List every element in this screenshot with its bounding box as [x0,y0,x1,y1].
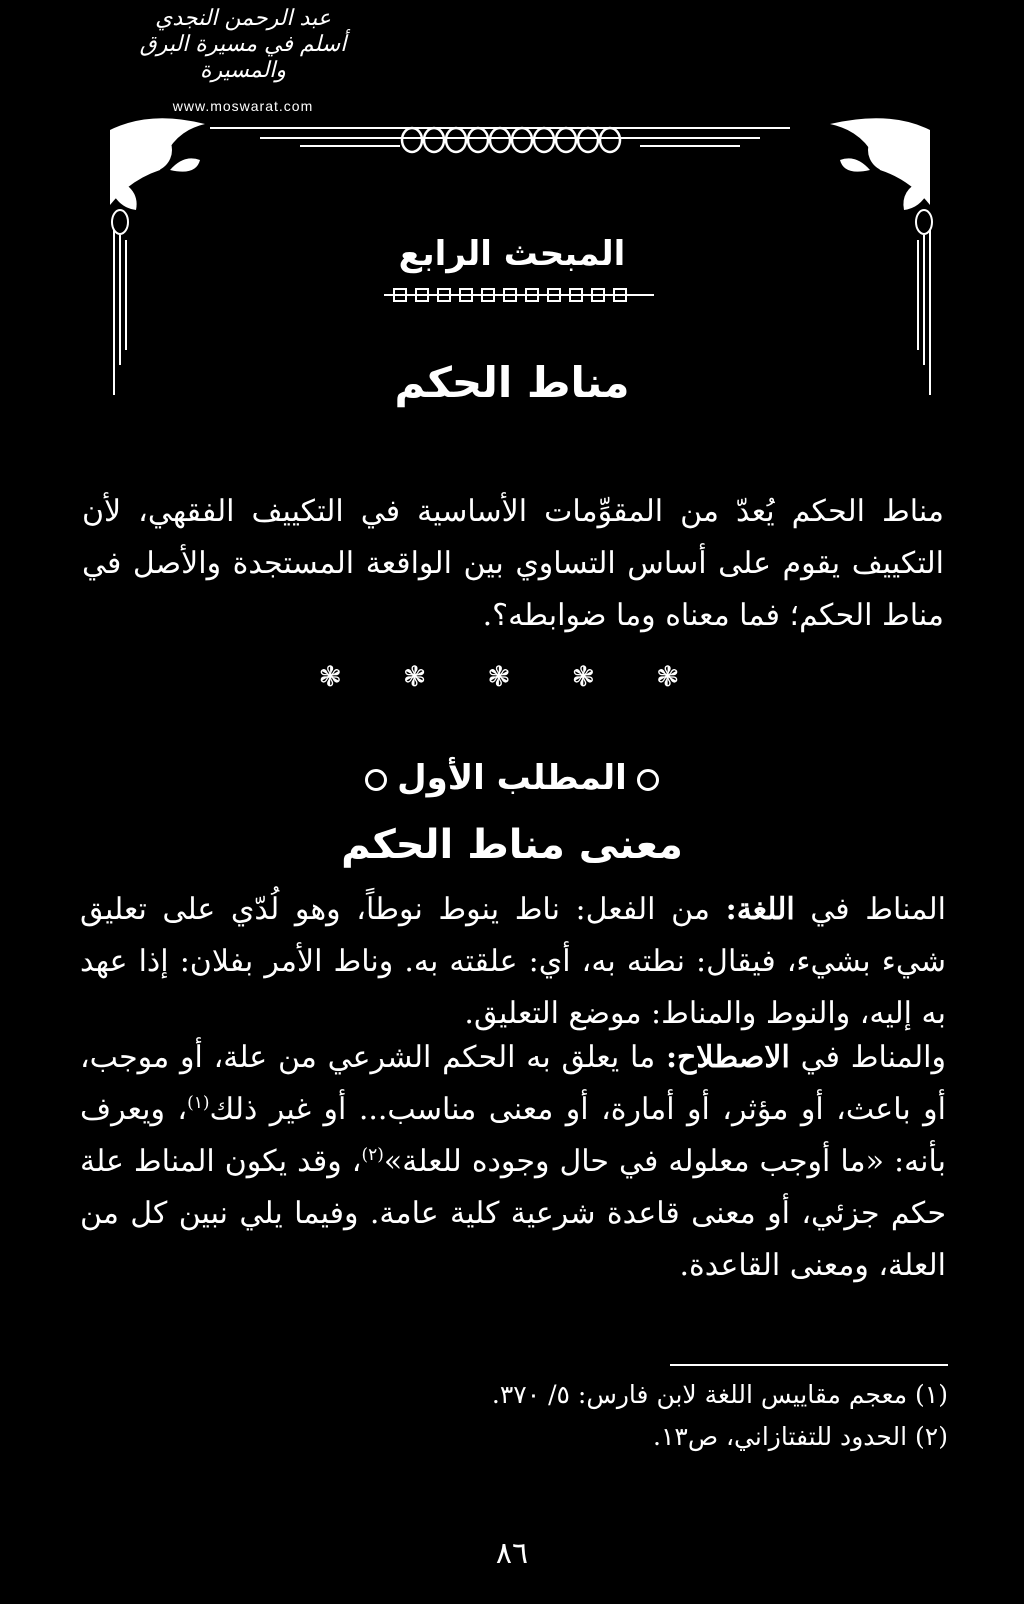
para2-text-1: ما يعلق به الحكم الشرعي من علة، أو موجب، أو باعث، أو مؤثر، أو أمارة، أو معنى مناسب... أو غير ذلك [80,1040,946,1127]
chapter-title-underline [384,286,654,304]
ring-ornament-right [637,769,659,791]
para1-text: من الفعل: ناط ينوط نوطاً، وهو لُدّي على تعليق شيء بشيء، فيقال: نطته به، أي: علقته به. وناط الأمر بفلان: إذا عهد به إليه، والنوط والمناط: موضع التعليق. [80,892,946,1031]
footnote-ref-1: (١) [187,1093,210,1113]
site-logo [132,6,354,116]
footnote-1: (١) معجم مقاييس اللغة لابن فارس: ٥/ ٣٧٠. [491,1380,948,1409]
para2-lead: والمناط في [800,1040,946,1075]
chapter-title: المبحث الرابع [398,234,626,274]
intro-paragraph: مناط الحكم يُعدّ من المقوِّمات الأساسية في التكييف الفقهي، لأن التكييف يقوم على أساس التساوي بين الواقعة المستجدة والأصل في مناط الحكم؛ فما معناه وما ضوابطه؟. [82,494,944,633]
footnotes [420,1374,948,1458]
logo-calligraphy: عبد الرحمن النجدي أسلم في مسيرة البرق والمسيرة [139,6,347,83]
section-subtitle: معنى مناط الحكم [341,822,683,868]
para2-text-2: ، ويعرف بأنه: «ما أوجب معلوله في حال وجوده للعلة» [80,1092,946,1179]
part-title: مناط الحكم [394,358,630,407]
logo-url: www.moswarat.com [172,98,314,114]
footnote-2: (٢) الحدود للتفتازاني، ص١٣. [653,1422,948,1451]
term-language: اللغة: [725,892,795,927]
term-terminology: الاصطلاح: [665,1040,790,1075]
footnote-ref-2: (٢) [361,1145,384,1165]
page-number: ٨٦ [495,1536,529,1571]
star-separator: ❃ ❃ ❃ ❃ ❃ [318,660,706,693]
ring-ornament-left [365,769,387,791]
definition-language-paragraph [80,884,946,1040]
definition-terminology-paragraph [80,1032,946,1292]
section-title-text: المطلب الأول [397,758,627,798]
para2-text-3: ، وقد يكون المناط علة حكم جزئي، أو معنى قاعدة شرعية كلية عامة. وفيما يلي نبين كل من العلة، ومعنى القاعدة. [80,1144,946,1283]
section-title [0,758,1024,798]
para1-lead: المناط في [810,892,947,927]
footnote-divider [670,1364,948,1366]
